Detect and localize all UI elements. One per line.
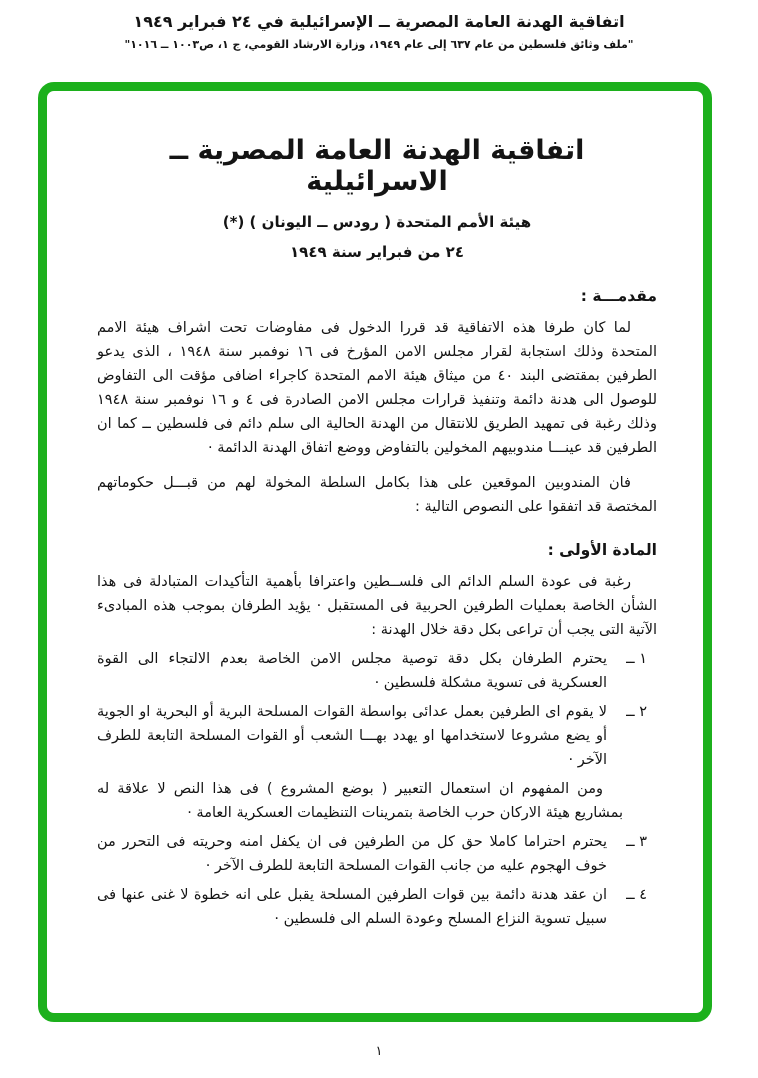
intro-paragraph-1: لما كان طرفا هذه الاتفاقية قد قررا الدخول فى مفاوضات تحت اشراف هيئة الامم المتحدة وذلك استجابة لقرار مجلس الامن المؤرخ فى ١٦ نوفمبر سنة ١٩٤٨ ، الذى يدعو الطرفين بمقتضى البند ٤٠ من ميثاق هيئة الامم المتحدة كاجراء اضافى مؤقت الى التفاوض للوصول الى هدنة دائمة وتنفيذ قرارات مجلس الامن الصادرة فى ٤ و ١٦ نوفمبر سنة ١٩٤٨ وذلك رغبة فى تمهيد الطريق للانتقال من الهدنة الحالية الى سلم دائم فى فلسطين ــ كما ان الطرفين قد عينـــا مندوبيهم المخولين بالتفاوض ووضع اتفاق الهدنة الدائمة ·: [97, 320, 657, 456]
item-number: ١ ــ: [626, 651, 647, 667]
article1-item-3: [97, 830, 657, 878]
article1-item-2: [97, 700, 657, 772]
item-number: ٣ ــ: [626, 834, 647, 850]
item-text: ان عقد هدنة دائمة بين قوات الطرفين المسلحة يقبل على انه خطوة لا غنى عنها فى سبيل تسوية النزاع المسلح وعودة السلم الى فلسطين ·: [97, 887, 607, 927]
item-number: ٤ ــ: [626, 887, 647, 903]
document-content: [47, 91, 703, 1013]
document-subtitle: هيئة الأمم المتحدة ( رودس ــ اليونان ) (*): [222, 213, 532, 231]
article1-heading: المادة الأولى :: [547, 541, 657, 559]
header-source-line: "ملف وثائق فلسطين من عام ٦٣٧ إلى عام ١٩٤٩، وزارة الارشاد القومي، ج ١، ص١٠٠٣ ــ ١٠١٦": [124, 38, 634, 51]
item-text: يحترم احتراما كاملا حق كل من الطرفين فى ان يكفل امنه وحريته فى التحرر من خوف الهجوم عليه من جانب القوات المسلحة التابعة للطرف الآخر ·: [97, 834, 607, 874]
intro-heading: مقدمـــة :: [580, 287, 657, 305]
page-header: [0, 12, 758, 51]
page-number: ١: [375, 1044, 383, 1059]
header-title-line: اتفاقية الهدنة العامة المصرية ــ الإسرائيلية في ٢٤ فبراير ١٩٤٩: [133, 12, 625, 31]
document-title: اتفاقية الهدنة العامة المصرية ــ الاسرائيلية: [169, 135, 585, 197]
green-border-frame: [38, 82, 712, 1022]
item-number: ٢ ــ: [626, 704, 647, 720]
article1-item-4: [97, 883, 657, 931]
article1-item-2-note: ومن المفهوم ان استعمال التعبير ( بوضع المشروع ) فى هذا النص لا علاقة له بمشاريع هيئة الاركان حرب الخاصة بتمرينات التنظيمات العسكرية العامة ·: [97, 781, 623, 821]
item-text: يحترم الطرفان بكل دقة توصية مجلس الامن الخاصة بعدم الالتجاء الى القوة العسكرية فى تسوية مشكلة فلسطين ·: [97, 651, 607, 691]
document-date: ٢٤ من فبراير سنة ١٩٤٩: [290, 243, 464, 261]
article1-item-1: [97, 647, 657, 695]
article1-lead-paragraph: رغبة فى عودة السلم الدائم الى فلســطين واعترافا بأهمية التأكيدات المتبادلة فى هذا الشأن الخاصة بعمليات الطرفين الحربية فى المستقبل · يؤيد الطرفان بموجب هذه المبادىء الآتية التى يجب أن تراعى بكل دقة خلال الهدنة :: [97, 574, 657, 638]
intro-paragraph-2: فان المندوبين الموقعين على هذا بكامل السلطة المخولة لهم من قبـــل حكوماتهم المختصة قد اتفقوا على النصوص التالية :: [97, 475, 657, 515]
item-text: لا يقوم اى الطرفين بعمل عدائى بواسطة القوات المسلحة البرية أو البحرية او الجوية أو يضع مشروعا لاستخدامها او يهدد بهـــا الشعب أو القوات المسلحة التابعة للطرف الآخر ·: [97, 704, 607, 768]
